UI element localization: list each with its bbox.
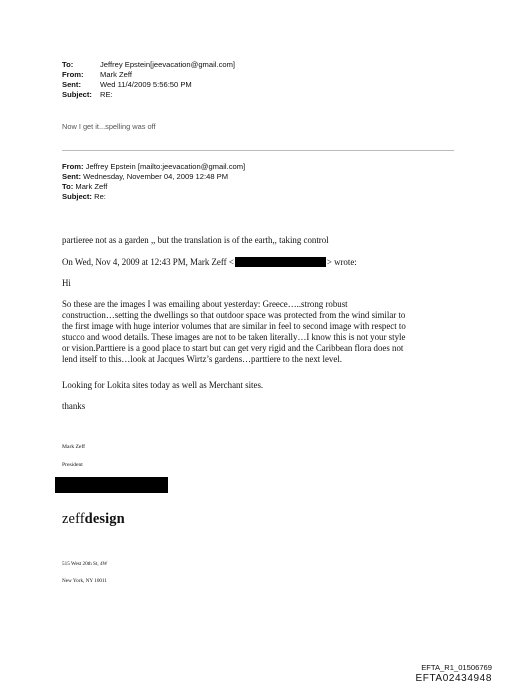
address-line-2: New York, NY 10011	[62, 578, 108, 584]
paragraph-line: lend itself to this…look at Jacques Wirtz’s gardens…parttiere to the next level.	[62, 354, 342, 364]
quoted-subject-label: Subject:	[62, 192, 92, 201]
sent-label: Sent:	[62, 80, 81, 89]
quote-divider	[62, 150, 454, 151]
sent-value: Wed 11/4/2009 5:56:50 PM	[100, 80, 192, 89]
paragraph-line: or vision.Parttiere is a good place to start but can get very rigid and the Caribbean flora does not	[62, 343, 404, 353]
redaction-bar-email	[235, 257, 326, 267]
quoted-to-value: Mark Zeff	[75, 182, 108, 191]
on-prefix: On Wed, Nov 4, 2009 at 12:43 PM, Mark Zeff <	[62, 257, 234, 267]
reply-text: Now I get it...spelling was off	[62, 122, 156, 131]
paragraph-line: the first image with huge interior volumes that are similar in feel to second image with respect to	[62, 321, 406, 331]
paragraph-line: construction…setting the dwellings so that outdoor space was protected from the wind similar to	[62, 310, 406, 320]
quoted-from-label: From:	[62, 162, 84, 171]
header-sent-row	[62, 80, 235, 90]
quoted-sent-value: Wednesday, November 04, 2009 12:48 PM	[83, 172, 229, 181]
greeting: Hi	[62, 278, 71, 288]
thanks-line: thanks	[62, 401, 86, 411]
logo-light: zeff	[62, 511, 85, 527]
quoted-from-row	[62, 162, 245, 172]
quoted-subject-value: Re:	[94, 192, 106, 201]
email-header-top	[62, 60, 235, 100]
on-suffix: > wrote:	[326, 257, 357, 267]
quoted-sent-label: Sent:	[62, 172, 81, 181]
redaction-bar-signature	[55, 477, 168, 493]
bates-number-primary: EFTA_R1_01506769	[421, 663, 492, 672]
subject-value: RE:	[100, 90, 113, 99]
quoted-from-value: Jeffrey Epstein [mailto:jeevacation@gmail.com]	[85, 162, 246, 171]
subject-label: Subject:	[62, 90, 92, 99]
to-label: To:	[62, 60, 74, 69]
logo-bold: design	[84, 511, 125, 527]
from-value: Mark Zeff	[100, 70, 132, 79]
paragraph-line: stucco and wood details. These images are not to be taken literally…I know this is not your style	[62, 332, 406, 342]
quoted-to-row	[62, 182, 245, 192]
quoted-email-header	[62, 162, 245, 202]
parterre-line: partieree not as a garden ,, but the translation is of the earth,, taking control	[62, 235, 329, 245]
quoted-sent-row	[62, 172, 245, 182]
looking-line: Looking for Lokita sites today as well as Merchant sites.	[62, 380, 264, 390]
body-paragraph	[62, 299, 454, 365]
header-to-row	[62, 60, 235, 70]
to-value: Jeffrey Epstein[jeevacation@gmail.com]	[100, 60, 236, 69]
header-subject-row	[62, 90, 235, 100]
quoted-to-label: To:	[62, 182, 74, 191]
address-line-1: 515 West 20th St, 4W	[62, 561, 108, 567]
quoted-subject-row	[62, 192, 245, 202]
on-wrote-line	[62, 257, 357, 268]
signature-title: President	[62, 462, 83, 468]
from-label: From:	[62, 70, 84, 79]
signature-name: Mark Zeff	[62, 444, 86, 450]
bates-number-secondary: EFTA02434948	[415, 673, 492, 684]
company-logo	[62, 511, 125, 528]
paragraph-line: So these are the images I was emailing about yesterday: Greece…..strong robust	[62, 299, 348, 309]
header-from-row	[62, 70, 235, 80]
